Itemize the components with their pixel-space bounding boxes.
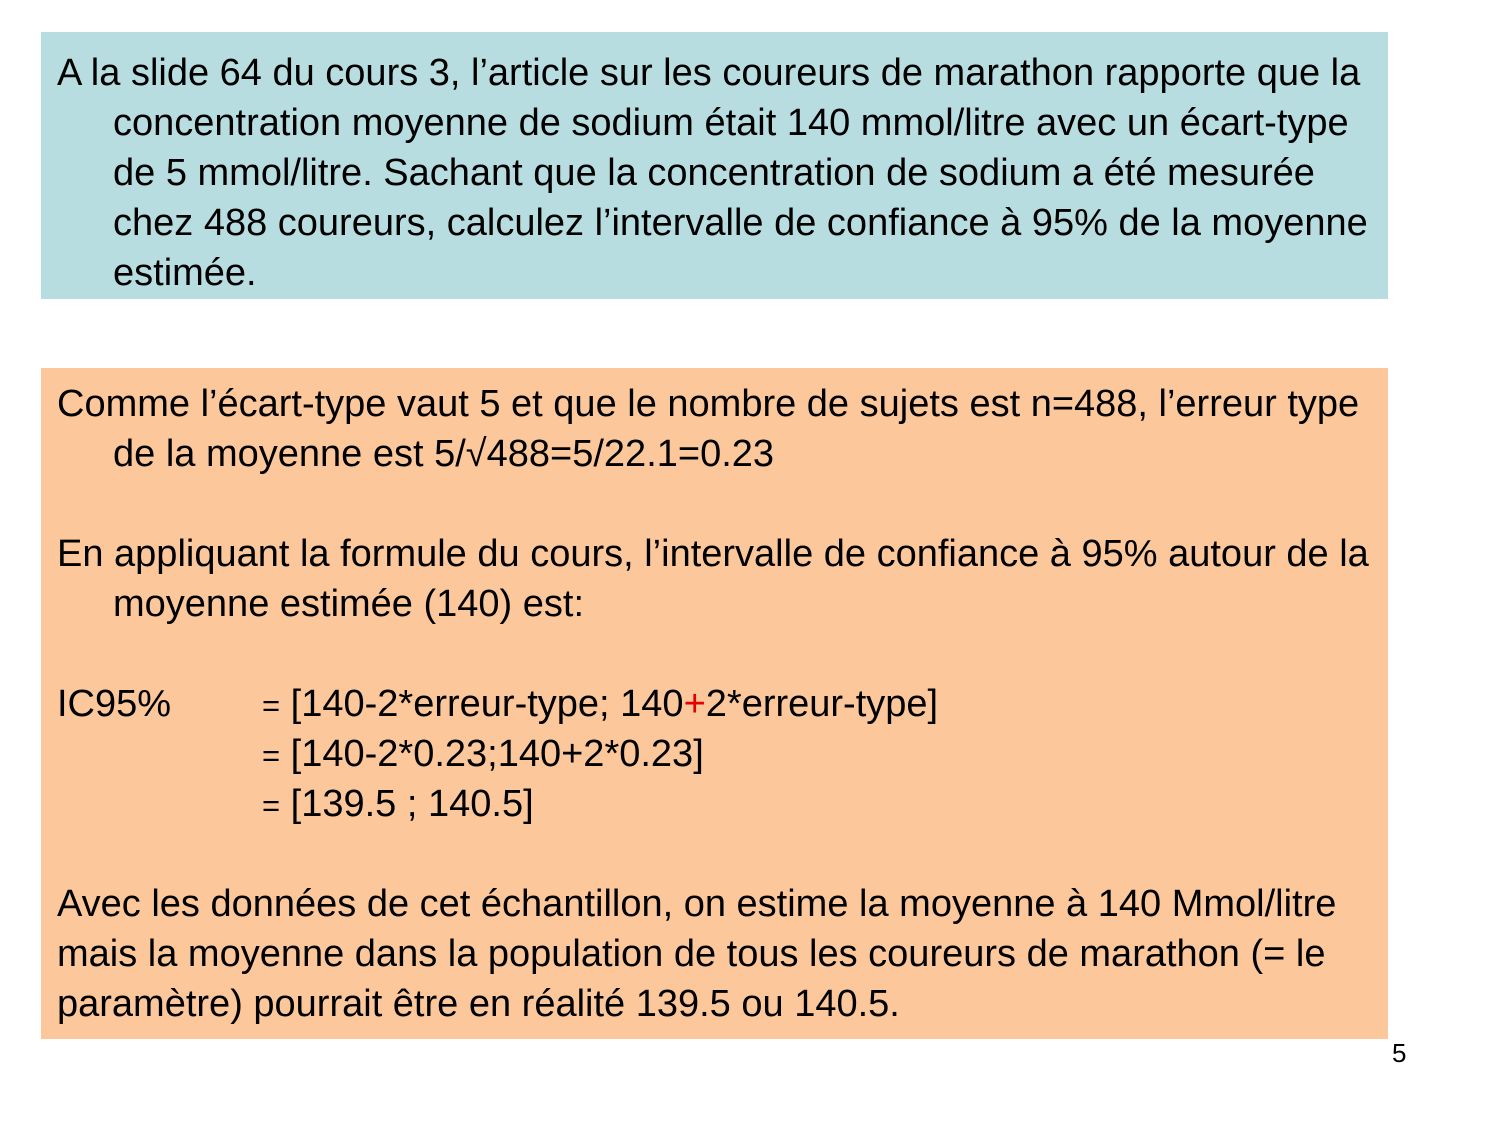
answer-box (41, 368, 1388, 1039)
question-box (41, 32, 1388, 299)
equals-sign: = (262, 788, 281, 823)
formula-line-3-text: [139.5 ; 140.5] (280, 783, 534, 825)
standard-error-paragraph: Comme l’écart-type vaut 5 et que le nombre de sujets est n=488, l’erreur type de la moyenne est 5/√488=5/22.1=0.23 (57, 383, 1360, 475)
page-number: 5 (1392, 1038, 1407, 1068)
formula-line-1-part-a: [140-2*erreur-type; 140 (280, 683, 684, 725)
spacer (57, 829, 1378, 879)
formula-line-1-part-b: 2*erreur-type] (705, 683, 939, 725)
formula-line-2-text: [140-2*0.23;140+2*0.23] (280, 733, 704, 775)
formula-line-2 (57, 729, 1378, 779)
conclusion-paragraph: Avec les données de cet échantillon, on estime la moyenne à 140 Mmol/litre mais la moyenne dans la population de tous les coureurs de marathon (= le paramètre) pourrait être en réalité 139.5 ou 140.5. (57, 883, 1337, 1025)
formula-line-1 (57, 679, 1378, 729)
plus-sign: + (683, 683, 706, 725)
formula-indent (57, 729, 262, 779)
question-text: A la slide 64 du cours 3, l’article sur les coureurs de marathon rapporte que la concentration moyenne de sodium était 140 mmol/litre avec un écart-type de 5 mmol/litre. Sachant que la concentration de sodium a été mesurée chez 488 coureurs, calculez l’intervalle de confiance à 95% de la moyenne estimée. (57, 52, 1368, 294)
formula-line-3-content (262, 779, 534, 829)
spacer (57, 479, 1378, 529)
equals-sign: = (262, 738, 281, 773)
formula-line-3 (57, 779, 1378, 829)
formula-line-2-content (262, 729, 704, 779)
formula-label: IC95% (57, 683, 172, 725)
equals-sign: = (262, 688, 281, 723)
formula-line-1-content (262, 679, 938, 729)
spacer (57, 629, 1378, 679)
formula-indent (57, 779, 262, 829)
formula-intro-paragraph: En appliquant la formule du cours, l’intervalle de confiance à 95% autour de la moyenne estimée (140) est: (57, 533, 1369, 625)
